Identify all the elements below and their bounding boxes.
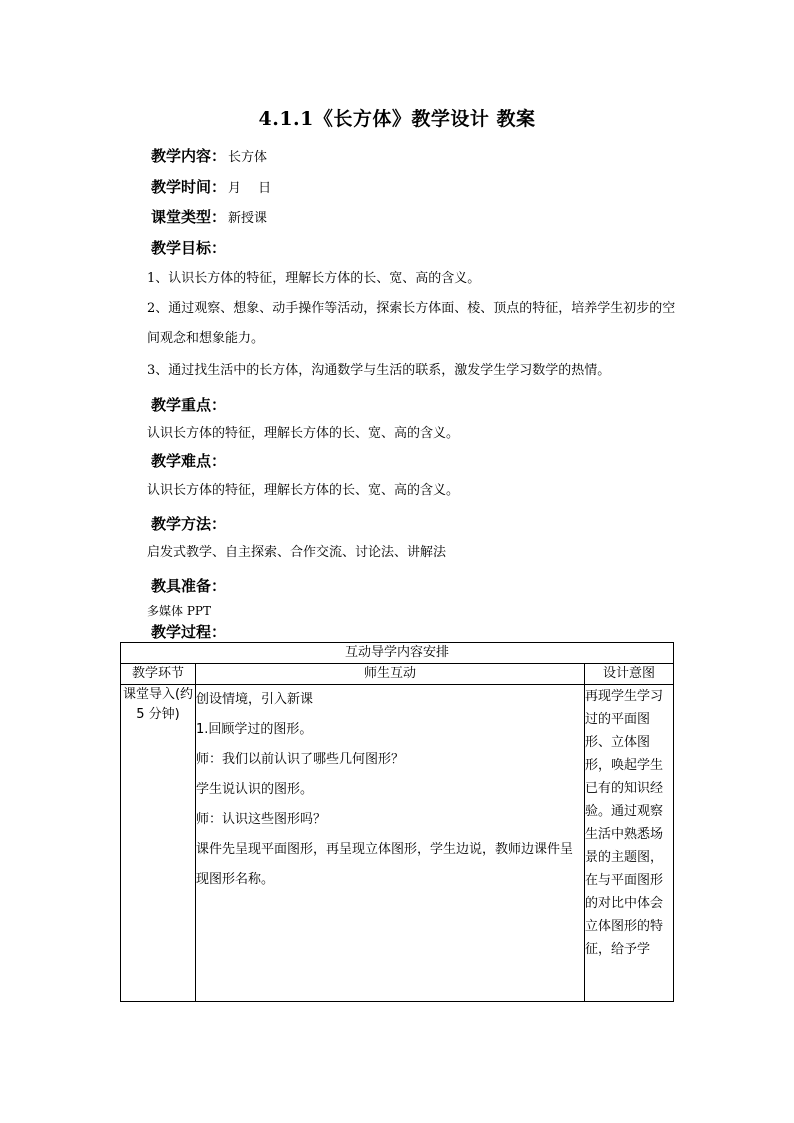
content-label: 教学内容：	[151, 147, 227, 165]
goal-item-2: 2、通过观察、想象、动手操作等活动，探索长方体面、棱、顶点的特征，培养学生初步的空间观念和想象能力。	[147, 301, 676, 346]
header-interaction: 师生互动	[196, 664, 585, 685]
interaction-line-2: 1.回顾学过的图形。	[196, 722, 313, 737]
type-label: 课堂类型：	[151, 208, 227, 226]
content-value: 长方体	[228, 150, 268, 165]
stage-cell: 课堂导入(约 5 分钟)	[121, 685, 196, 1002]
time-field	[151, 176, 271, 197]
process-heading: 教学过程：	[151, 623, 227, 641]
time-value: 月 日	[228, 181, 272, 196]
goal-item-3: 3、通过找生活中的长方体，沟通数学与生活的联系，激发学生学习数学的热情。	[147, 363, 611, 378]
table-row	[121, 685, 674, 1002]
methods-text: 启发式教学、自主探索、合作交流、讨论法、讲解法	[147, 545, 447, 560]
interaction-line-5: 师：认识这些图形吗？	[196, 812, 327, 827]
process-table	[120, 642, 674, 1002]
interaction-cell	[196, 685, 585, 1002]
interaction-line-3: 师：我们以前认识了哪些几何图形？	[196, 752, 405, 767]
key-points-heading: 教学重点：	[151, 396, 227, 414]
content-field	[151, 145, 267, 166]
table-caption: 互动导学内容安排	[121, 643, 674, 664]
goal-item-1: 1、认识长方体的特征，理解长方体的长、宽、高的含义。	[147, 271, 481, 286]
difficulties-heading: 教学难点：	[151, 452, 227, 470]
methods-heading: 教学方法：	[151, 515, 227, 533]
tools-heading: 教具准备：	[151, 577, 227, 595]
interaction-line-6: 课件先呈现平面图形，再呈现立体图形，学生边说，教师边课件呈现图形名称。	[196, 842, 574, 887]
type-field	[151, 206, 267, 227]
tools-text: 多媒体 PPT	[147, 604, 211, 618]
difficulties-text: 认识长方体的特征，理解长方体的长、宽、高的含义。	[147, 483, 460, 498]
intent-cell: 再现学生学习过的平面图形、立体图形，唤起学生已有的知识经验。通过观察生活中熟悉场景的主题图，在与平面图形的对比中体会立体图形的特征，给予学	[585, 685, 674, 1002]
type-value: 新授课	[228, 211, 268, 226]
header-intent: 设计意图	[585, 664, 674, 685]
interaction-line-4: 学生说认识的图形。	[196, 782, 314, 797]
document-title: 4.1.1《长方体》教学设计 教案	[258, 108, 536, 130]
time-label: 教学时间：	[151, 178, 227, 196]
header-stage: 教学环节	[121, 664, 196, 685]
interaction-line-1: 创设情境，引入新课	[196, 692, 314, 707]
key-points-text: 认识长方体的特征，理解长方体的长、宽、高的含义。	[147, 426, 460, 441]
goals-heading: 教学目标：	[151, 239, 227, 257]
